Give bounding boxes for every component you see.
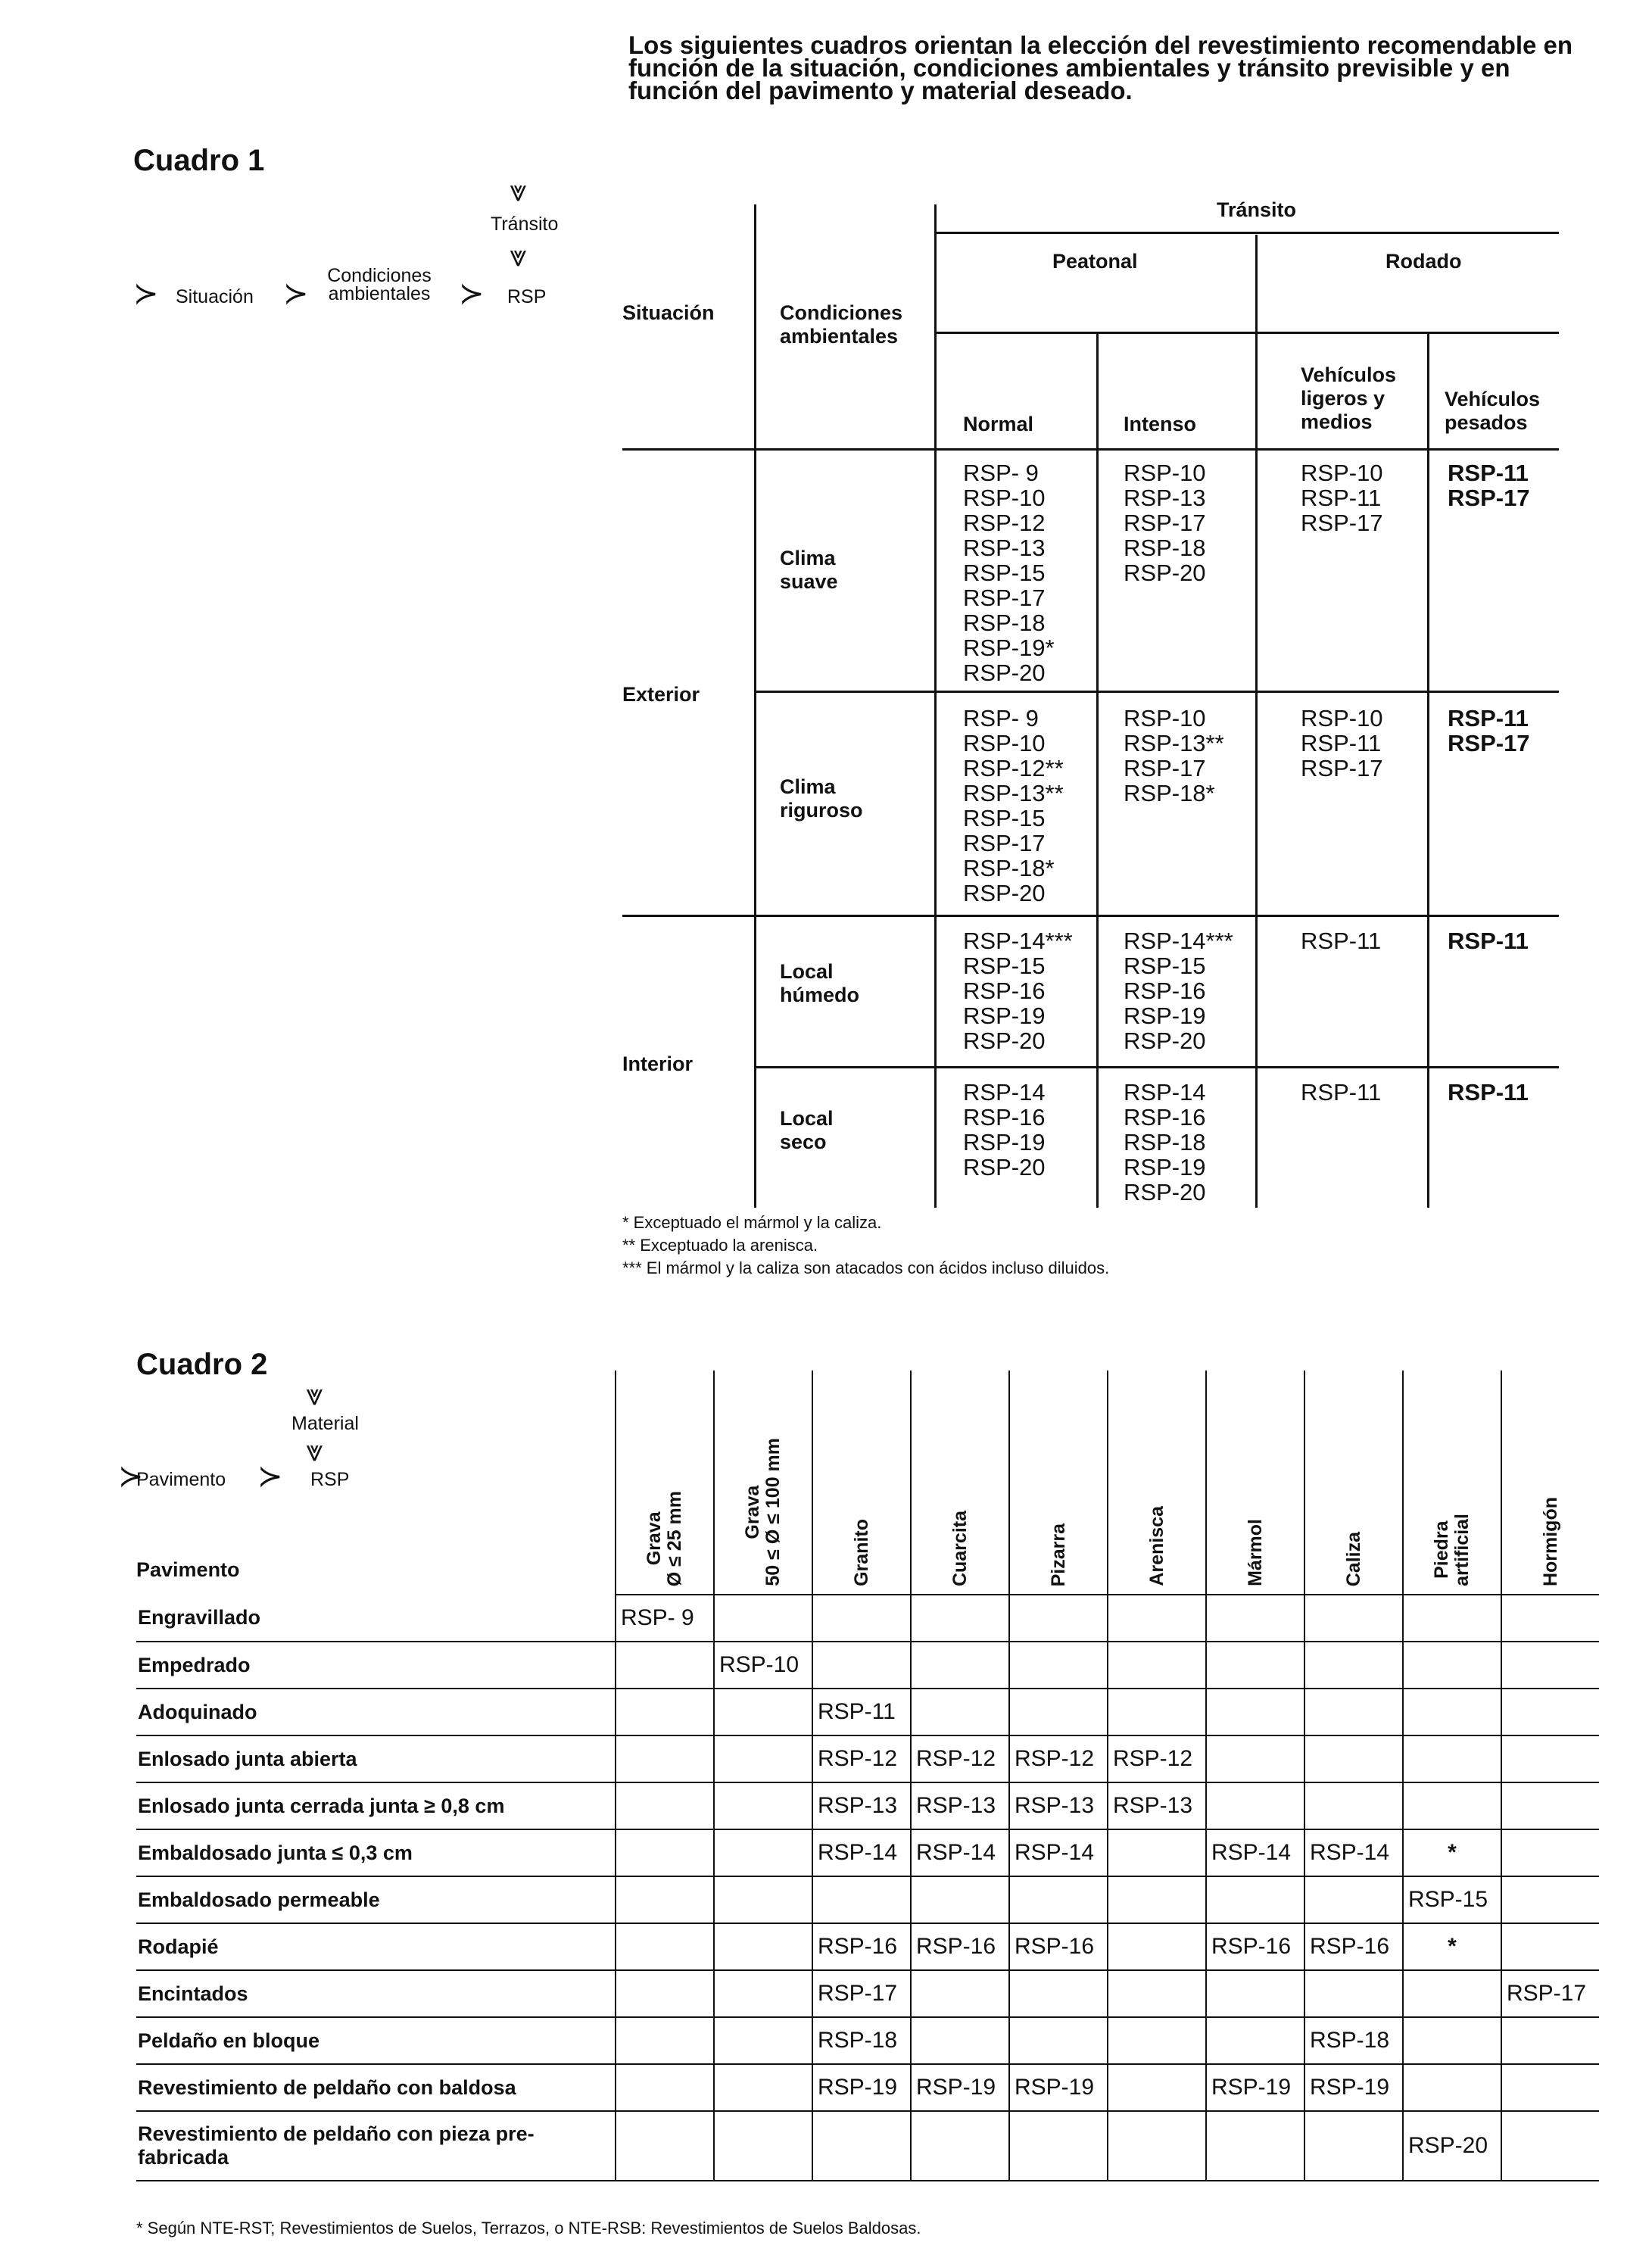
table-cell <box>714 1829 812 1876</box>
table-cell <box>812 1642 911 1689</box>
table-cell <box>616 1970 714 2017</box>
table-cell <box>1501 1689 1599 1735</box>
table-cell <box>1501 1829 1599 1876</box>
table-cell <box>1304 1970 1403 2017</box>
cuadro1-title: Cuadro 1 <box>133 144 265 177</box>
table-cell <box>1501 1923 1599 1970</box>
row-line <box>934 232 1559 234</box>
table-cell <box>1304 1689 1403 1735</box>
col-header: Cuarcita <box>949 1510 971 1586</box>
table-cell <box>1403 1689 1501 1735</box>
table-cell <box>616 1876 714 1923</box>
header-transito: Tránsito <box>1217 198 1297 221</box>
row-label: Peldaño en bloque <box>136 2017 616 2064</box>
table-cell: RSP-13 <box>911 1782 1009 1829</box>
right-arrow-icon: ≻ <box>459 277 485 310</box>
table-cell <box>812 1876 911 1923</box>
table-cell <box>1206 1876 1304 1923</box>
table-cell: RSP- 9 <box>616 1595 714 1642</box>
row-label: Empedrado <box>136 1642 616 1689</box>
table-cell <box>616 1642 714 1689</box>
table-cell <box>714 1782 812 1829</box>
table-cell: RSP-13 <box>1009 1782 1108 1829</box>
down-arrow-icon: ⩔ <box>510 239 527 273</box>
header-intenso: Intenso <box>1124 413 1197 435</box>
table-cell <box>1206 1970 1304 2017</box>
table-cell <box>1206 2111 1304 2181</box>
table-cell <box>1304 2111 1403 2181</box>
table-cell <box>1009 1876 1108 1923</box>
table-cell: RSP-10 <box>714 1642 812 1689</box>
table-cell <box>1206 1595 1304 1642</box>
down-arrow-icon: ⩔ <box>510 174 527 207</box>
cell-intenso: RSP-14*** RSP-15 RSP-16 RSP-19 RSP-20 <box>1124 928 1233 1054</box>
table-row <box>136 2017 1599 2064</box>
table-cell <box>1403 1970 1501 2017</box>
table-row <box>136 1970 1599 2017</box>
table-cell <box>812 1595 911 1642</box>
cell-pesados: RSP-11 RSP-17 <box>1448 460 1530 511</box>
col-line <box>1427 333 1429 1208</box>
table-cell: RSP-13 <box>1108 1782 1206 1829</box>
flow-rsp: RSP <box>310 1469 350 1490</box>
cuadro2-table <box>136 1371 1599 2181</box>
down-arrow-icon: ⩔ <box>306 1378 323 1411</box>
col-header: Piedra artificial <box>1431 1514 1473 1586</box>
table-cell <box>1304 1735 1403 1782</box>
col-line <box>1096 333 1099 1208</box>
col-header: Pizarra <box>1047 1523 1069 1586</box>
table-cell <box>911 2111 1009 2181</box>
down-arrow-icon: ⩔ <box>306 1434 323 1467</box>
table-cell <box>1501 1595 1599 1642</box>
row-label: Enlosado junta abierta <box>136 1735 616 1782</box>
col-header: Caliza <box>1342 1531 1364 1586</box>
table-row <box>136 2111 1599 2181</box>
row-header-pavimento: Pavimento <box>136 1558 240 1581</box>
header-condiciones: Condiciones ambientales <box>780 301 903 348</box>
flow-situacion: Situación <box>176 286 254 307</box>
flow-pavimento: Pavimento <box>136 1469 226 1490</box>
table-cell <box>1108 2064 1206 2111</box>
table-cell: RSP-14 <box>1304 1829 1403 1876</box>
flow-material: Material <box>291 1413 359 1434</box>
table-cell: RSP-17 <box>812 1970 911 2017</box>
right-arrow-icon: ≻ <box>133 277 159 310</box>
table-cell <box>911 1642 1009 1689</box>
row-label: Revestimiento de peldaño con pieza pre- fabricada <box>136 2111 616 2181</box>
row-label: Revestimiento de peldaño con baldosa <box>136 2064 616 2111</box>
table-cell: * <box>1403 1923 1501 1970</box>
cell-ligeros: RSP-11 <box>1301 928 1382 954</box>
header-pesados: Vehículos pesados <box>1445 388 1541 434</box>
table-cell <box>616 2111 714 2181</box>
table-cell <box>714 1923 812 1970</box>
table-cell <box>1501 2017 1599 2064</box>
table-cell <box>1108 1829 1206 1876</box>
header-situacion: Situación <box>622 301 715 324</box>
table-cell <box>1108 1642 1206 1689</box>
table-cell <box>616 1923 714 1970</box>
cell-intenso: RSP-14 RSP-16 RSP-18 RSP-19 RSP-20 <box>1124 1079 1206 1205</box>
table-cell <box>616 2064 714 2111</box>
table-cell <box>1501 1642 1599 1689</box>
table-cell <box>911 2017 1009 2064</box>
cell-pesados: RSP-11 <box>1448 928 1529 954</box>
table-cell <box>1108 1876 1206 1923</box>
cond-clima-suave: Clima suave <box>780 547 838 593</box>
table-cell: RSP-19 <box>1304 2064 1403 2111</box>
table-cell <box>812 2111 911 2181</box>
table-cell <box>1108 1923 1206 1970</box>
table-cell: RSP-12 <box>812 1735 911 1782</box>
table-cell <box>714 2064 812 2111</box>
table-cell: RSP-15 <box>1403 1876 1501 1923</box>
footnote: *** El mármol y la caliza son atacados con ácidos incluso diluidos. <box>622 1258 1110 1277</box>
row-label: Embaldosado permeable <box>136 1876 616 1923</box>
right-arrow-icon: ≻ <box>118 1460 144 1493</box>
right-arrow-icon: ≻ <box>257 1460 283 1493</box>
situacion-exterior: Exterior <box>622 683 700 706</box>
table-cell <box>714 1689 812 1735</box>
table-cell: RSP-18 <box>1304 2017 1403 2064</box>
cell-normal: RSP-14*** RSP-15 RSP-16 RSP-19 RSP-20 <box>963 928 1073 1054</box>
col-header: Mármol <box>1244 1519 1266 1586</box>
row-line <box>934 332 1559 334</box>
table-cell <box>1206 1689 1304 1735</box>
table-cell <box>1108 1970 1206 2017</box>
table-cell: RSP-13 <box>812 1782 911 1829</box>
row-label: Engravillado <box>136 1595 616 1642</box>
table-cell: RSP-12 <box>1009 1735 1108 1782</box>
footnote: ** Exceptuado la arenisca. <box>622 1236 818 1255</box>
table-cell <box>714 1735 812 1782</box>
col-line <box>1255 235 1258 1208</box>
table-row <box>136 1689 1599 1735</box>
table-cell <box>911 1595 1009 1642</box>
footnote: * Exceptuado el mármol y la caliza. <box>622 1213 882 1232</box>
table-row <box>136 1923 1599 1970</box>
table-cell <box>1304 1782 1403 1829</box>
row-label: Rodapié <box>136 1923 616 1970</box>
table-cell <box>1009 1595 1108 1642</box>
footnote: * Según NTE-RST; Revestimientos de Suelos, Terrazos, o NTE-RSB: Revestimientos de Suelos Baldosas. <box>136 2219 921 2237</box>
table-cell <box>616 1829 714 1876</box>
table-cell <box>1009 2017 1108 2064</box>
header-rodado: Rodado <box>1385 250 1462 273</box>
row-label: Embaldosado junta ≤ 0,3 cm <box>136 1829 616 1876</box>
col-header: Grava Ø ≤ 25 mm <box>644 1490 685 1586</box>
table-cell <box>714 2111 812 2181</box>
situacion-interior: Interior <box>622 1052 694 1075</box>
cell-intenso: RSP-10 RSP-13 RSP-17 RSP-18 RSP-20 <box>1124 460 1206 586</box>
table-cell <box>1206 2017 1304 2064</box>
header-normal: Normal <box>963 413 1034 435</box>
table-cell <box>1304 1876 1403 1923</box>
row-label: Enlosado junta cerrada junta ≥ 0,8 cm <box>136 1782 616 1829</box>
cond-local-humedo: Local húmedo <box>780 960 859 1006</box>
table-cell: RSP-16 <box>1206 1923 1304 1970</box>
table-cell <box>714 1876 812 1923</box>
table-cell: RSP-19 <box>1206 2064 1304 2111</box>
cell-normal: RSP-14 RSP-16 RSP-19 RSP-20 <box>963 1079 1046 1180</box>
table-cell <box>616 1782 714 1829</box>
cell-intenso: RSP-10 RSP-13** RSP-17 RSP-18* <box>1124 705 1224 806</box>
table-cell <box>1108 1595 1206 1642</box>
table-cell: RSP-11 <box>812 1689 911 1735</box>
flow-rsp: RSP <box>507 286 547 307</box>
table-cell <box>1501 1735 1599 1782</box>
table-cell <box>714 1595 812 1642</box>
table-row <box>136 1642 1599 1689</box>
table-cell: RSP-18 <box>812 2017 911 2064</box>
table-cell <box>1501 2064 1599 2111</box>
cell-normal: RSP- 9 RSP-10 RSP-12 RSP-13 RSP-15 RSP-17 RSP-18 RSP-19* RSP-20 <box>963 460 1055 686</box>
cond-clima-riguroso: Clima riguroso <box>780 775 863 822</box>
table-cell <box>616 1735 714 1782</box>
table-cell <box>1009 1689 1108 1735</box>
table-cell <box>1403 2064 1501 2111</box>
table-cell: RSP-14 <box>1009 1829 1108 1876</box>
row-label: Adoquinado <box>136 1689 616 1735</box>
flow-condiciones: Condiciones ambientales <box>327 265 432 304</box>
table-cell: RSP-14 <box>911 1829 1009 1876</box>
right-arrow-icon: ≻ <box>283 277 309 310</box>
table-cell: RSP-19 <box>1009 2064 1108 2111</box>
row-label: Encintados <box>136 1970 616 2017</box>
table-cell <box>616 2017 714 2064</box>
col-line <box>934 204 937 1208</box>
table-cell <box>911 1876 1009 1923</box>
col-line <box>754 204 756 1208</box>
cell-pesados: RSP-11 RSP-17 <box>1448 705 1530 756</box>
cell-ligeros: RSP-10 RSP-11 RSP-17 <box>1301 460 1383 536</box>
table-cell <box>714 2017 812 2064</box>
intro-text: Los siguientes cuadros orientan la elección del revestimiento recomendable en función de la situación, condiciones ambientales y tránsito previsible y en función del pavimento y material deseado. <box>628 31 1573 104</box>
table-cell: RSP-16 <box>1304 1923 1403 1970</box>
table-cell <box>1403 2017 1501 2064</box>
table-row <box>136 1735 1599 1782</box>
cell-normal: RSP- 9 RSP-10 RSP-12** RSP-13** RSP-15 RSP-17 RSP-18* RSP-20 <box>963 705 1064 906</box>
table-cell: RSP-14 <box>812 1829 911 1876</box>
table-cell <box>1501 2111 1599 2181</box>
table-cell: RSP-20 <box>1403 2111 1501 2181</box>
table-row <box>136 1829 1599 1876</box>
table-cell <box>1403 1735 1501 1782</box>
cell-ligeros: RSP-11 <box>1301 1079 1382 1105</box>
table-cell <box>616 1689 714 1735</box>
table-cell <box>1108 2017 1206 2064</box>
flow-transito: Tránsito <box>491 214 559 235</box>
col-header: Granito <box>850 1519 872 1586</box>
table-cell <box>1206 1642 1304 1689</box>
table-cell <box>1501 1876 1599 1923</box>
table-cell: RSP-16 <box>1009 1923 1108 1970</box>
table-cell <box>1206 1735 1304 1782</box>
header-peatonal: Peatonal <box>1052 250 1138 273</box>
table-cell: RSP-17 <box>1501 1970 1599 2017</box>
table-cell <box>1304 1642 1403 1689</box>
table-cell <box>1403 1595 1501 1642</box>
table-cell: RSP-14 <box>1206 1829 1304 1876</box>
table-cell <box>1501 1782 1599 1829</box>
table-cell: RSP-16 <box>911 1923 1009 1970</box>
row-line <box>622 448 1559 451</box>
table-cell <box>1108 2111 1206 2181</box>
table-cell <box>1108 1689 1206 1735</box>
col-header: Hormigón <box>1539 1496 1561 1586</box>
table-cell <box>1403 1782 1501 1829</box>
header-ligeros: Vehículos ligeros y medios <box>1301 363 1397 433</box>
table-cell <box>911 1689 1009 1735</box>
table-row <box>136 1876 1599 1923</box>
table-cell <box>1206 1782 1304 1829</box>
table-cell <box>1009 2111 1108 2181</box>
table-row <box>136 2064 1599 2111</box>
table-cell <box>1304 1595 1403 1642</box>
table-cell: * <box>1403 1829 1501 1876</box>
cond-local-seco: Local seco <box>780 1107 834 1153</box>
table-cell: RSP-16 <box>812 1923 911 1970</box>
cell-pesados: RSP-11 <box>1448 1079 1529 1105</box>
col-header: Grava 50 ≤ Ø ≤ 100 mm <box>742 1438 784 1586</box>
table-cell <box>714 1970 812 2017</box>
table-cell: RSP-19 <box>812 2064 911 2111</box>
table-cell <box>1403 1642 1501 1689</box>
col-header: Arenisca <box>1145 1506 1167 1586</box>
row-line <box>622 915 1559 917</box>
table-cell <box>1009 1642 1108 1689</box>
table-row <box>136 1782 1599 1829</box>
cell-ligeros: RSP-10 RSP-11 RSP-17 <box>1301 705 1383 781</box>
table-row <box>136 1595 1599 1642</box>
table-cell: RSP-12 <box>911 1735 1009 1782</box>
table-cell: RSP-12 <box>1108 1735 1206 1782</box>
row-line <box>754 1066 1559 1068</box>
table-cell <box>911 1970 1009 2017</box>
table-cell: RSP-19 <box>911 2064 1009 2111</box>
row-line <box>754 691 1559 693</box>
table-cell <box>1009 1970 1108 2017</box>
cuadro2-title: Cuadro 2 <box>136 1348 268 1381</box>
